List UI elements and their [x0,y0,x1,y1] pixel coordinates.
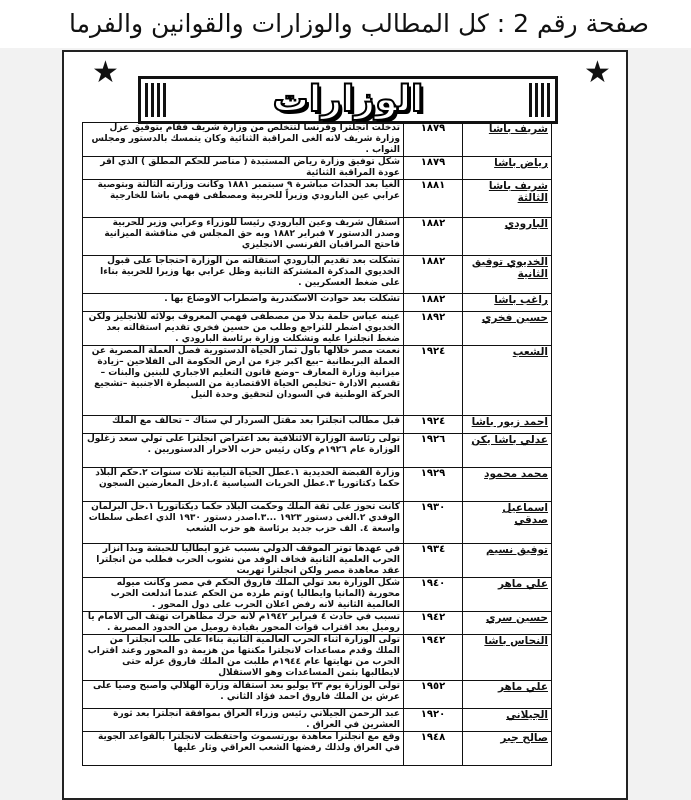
ministry-year: ١٩٤٨ [404,732,463,766]
ministry-year: ١٩٤٢ [404,635,463,681]
ministry-name: البارودي [463,218,552,256]
ministry-year: ١٨٨٢ [404,256,463,294]
ministry-name: اسماعيل صدقي [463,502,552,544]
table-row [83,180,552,218]
table-row [83,434,552,468]
ministry-description: تولى الوزارة أثناء الحرب العالمية الثانية بناءا على طلب انجلترا من الملك وقدم مساعدات لانجلترا مكنتها من هزيمة دو المحور وعند اقتراب الحرب من نهايتها عام ١٩٤٤م طلبت من الملك فاروق عزله حتى لايطالبها بثمن المساعدات وهو الاستقلال [83,635,404,681]
table-row [83,123,552,157]
ministry-name: شريف باشا الثالثة [463,180,552,218]
ministry-description: الغيا بعد الحداث مباشرة ٩ سبتمبر ١٨٨١ وكانت وزارته الثالثة وبتوصية عرابي عين البارودي وزيراً للحربية ومصطفى فهمي باشا للخارجية [83,180,404,218]
ministry-name: محمد محمود [463,468,552,502]
ministry-name: شريف باشا [463,123,552,157]
star-icon: ★ [584,55,611,90]
ministry-name: صالح جبر [463,732,552,766]
banner-title: الوزارات [272,79,424,120]
ministry-year: ١٩٢٤ [404,346,463,416]
ministry-name: حسين سري [463,612,552,635]
ministry-description: عينه عباس حلمة بدلا من مصطفى فهمي المعروف بولائه للانجليز ولكن الخديوي اضطر للتراجع وطلب من حسين فخري تقديم استقالته بعد ضغط انجلترا عليه وتشكلت وزارة برئاسة البارودي . [83,312,404,346]
ministry-name: احمد زيور باشا [463,416,552,434]
ministry-year: ١٩٥٢ [404,681,463,709]
ministry-name: الخديوي توفيق الثانية [463,256,552,294]
table-row [83,468,552,502]
ministry-description: تسبب في حادث ٤ فبراير ١٩٤٢م لانه حرك مظاهرات تهتف الى الامام يا روميل بعد اقتراب قوات المحور بقيادة روميل من الحدود المصرية . [83,612,404,635]
ministry-year: ١٨٨١ [404,180,463,218]
table-row [83,346,552,416]
table-row [83,502,552,544]
ministry-name: توفيق نسيم [463,544,552,578]
ministry-name: راغب باشا [463,294,552,312]
ministry-description: كانت تحوز على ثقة الملك وحكمت البلاد حكما ديكتاتوريا ١.حل البرلمان الوفدي ٢.الغى دستور ١٩٢٣ ...٣.اصدر دستور ١٩٣٠ الذي اعطى سلطات واسعة ٤. الف حزب جديد برئاسة هو حزب الشعب [83,502,404,544]
ministry-year: ١٩٢٩ [404,468,463,502]
table-row [83,256,552,294]
table-row [83,294,552,312]
ministry-name: رياض باشا [463,157,552,180]
table-row [83,416,552,434]
table-row [83,312,552,346]
ministry-year: ١٨٨٢ [404,218,463,256]
banner [138,76,558,124]
ministry-description: استقال شريف وعين البارودي رئيساً للوزراء وعرابي وزير للحربية وصدر الدستور ٧ فبراير ١٨٨٢ وبه حق المجلس في مناقشة الميزانية فاحتج المراقبان الفرنسي الانجليزي [83,218,404,256]
page-caption: صفحة رقم 2 : كل المطالب والوزارات والقوانين والفرما [0,0,691,48]
ministry-description: وقع مع انجلترا معاهدة بورتسموث واحتفظت لانجلترا بالقواعد الجوية في العراق ولذلك رفضها الشعب العراقي وثار عليها [83,732,404,766]
ministry-description: في عهدها توتر الموقف الدولي بسبب غزو ايطاليا للحبشة وبدا انزار الحرب العلمية الثانية فخاف الوفد من نشوب الحرب فطلب من انجلترا عقد معاهدة مصر ولكن انجلترا تهربت [83,544,404,578]
table-row [83,635,552,681]
ministries-table [82,122,552,766]
ministry-description: شكل توفيق وزارة رياض المستبدة ( مناصر للحكم المطلق ) الذي اقر عودة المراقبة الثنائية [83,157,404,180]
ministry-name: الشعب [463,346,552,416]
ministry-year: ١٨٧٩ [404,123,463,157]
ministry-description: تشكلت بعد حوادث الاسكندرية واضطراب الاوضاع بها . [83,294,404,312]
table-row [83,709,552,732]
table-row [83,578,552,612]
ministry-description: نعمت مصر خلالها بأول ثمار الحياة الدستورية فصل العملة المصرية عن العملة البريطانية –بيع اكبر جزء من ارض الحكومة الى الفلاحين –زيادة ميزانية وزارة المعارف –وضع قانون التعليم الاجباري للبنين والبنات –تقسيم الادارة –تخليص الحياة الاقتصادية من السيطرة الاجنبية –تشجيع الحركة الوطنية في السودان لتحقيق وحدة النيل [83,346,404,416]
ministry-year: ١٩٢٠ [404,709,463,732]
ministry-name: علي ماهر [463,681,552,709]
ministry-name: عدلي باشا يكن [463,434,552,468]
ministry-description: تولى الوزارة يوم ٢٣ يوليو بعد استقالة وزارة الهلالي واصبح وصيا على عرش بن الملك فاروق احمد فؤاد الثاني . [83,681,404,709]
table-row [83,612,552,635]
ministry-description: قبل مطالب انجلترا بعد مقتل السردار لي ستاك – تحالف مع الملك [83,416,404,434]
ministry-year: ١٨٧٩ [404,157,463,180]
ministry-year: ١٨٨٢ [404,294,463,312]
table-row [83,544,552,578]
ministry-name: الجيلاني [463,709,552,732]
star-icon: ★ [92,55,119,90]
ministry-year: ١٩٣٤ [404,544,463,578]
ministry-name: النحاس باشا [463,635,552,681]
table-row [83,218,552,256]
table-row [83,157,552,180]
ministry-year: ١٩٤٢ [404,612,463,635]
ministry-description: تدخلت انجلترا وفرنسا لتتخلص من وزارة شريف فقام بتوفيق عزل وزارة شريف لانه الغى المراقبة الثنائية وكان يتمسك بالدستور ومجلس النواب . [83,123,404,157]
ministry-description: عبد الرحمن الجيلاني رئيس وزراء العراق بموافقة انجلترا بعد ثورة العشرين في العراق . [83,709,404,732]
ministry-year: ١٨٩٢ [404,312,463,346]
ministry-description: تشكلت بعد تقديم البارودي استقالته من الوزارة احتجاجا على قبول الخديوي المذكرة المشتركة الثانية وظل عرابي بها وزيرا للحربية بناءا على ضغط العسكريين . [83,256,404,294]
ministry-year: ١٩٢٤ [404,416,463,434]
table-row [83,681,552,709]
ministries-table-body [83,123,552,766]
ministry-name: علي ماهر [463,578,552,612]
ministry-description: تولى رئاسة الوزارة الائتلافية بعد اعتراض انجلترا على تولي سعد زغلول الوزارة عام ١٩٢٦م وكان رئيس حزب الاحرار الدستوريين . [83,434,404,468]
ministry-description: شكل الوزارة بعد تولي الملك فاروق الحكم في مصر وكانت ميوله محورية (المانيا وايطاليا )وتم طرده من الحكم عندما اندلعت الحرب العالمية الثانية لانه رفض اعلان الحرب على دول المحور . [83,578,404,612]
ministry-description: وزارة القبضة الحديدية ١.عطل الحياة النيابية ثلاث سنوات ٢.حكم البلاد حكما دكتاتوريا ٣.عطل الحريات السياسية ٤.ادخل المعارضين السجون [83,468,404,502]
ministry-name: حسين فخري [463,312,552,346]
table-row [83,732,552,766]
ministry-year: ١٩٢٦ [404,434,463,468]
ministry-year: ١٩٣٠ [404,502,463,544]
ministry-year: ١٩٤٠ [404,578,463,612]
